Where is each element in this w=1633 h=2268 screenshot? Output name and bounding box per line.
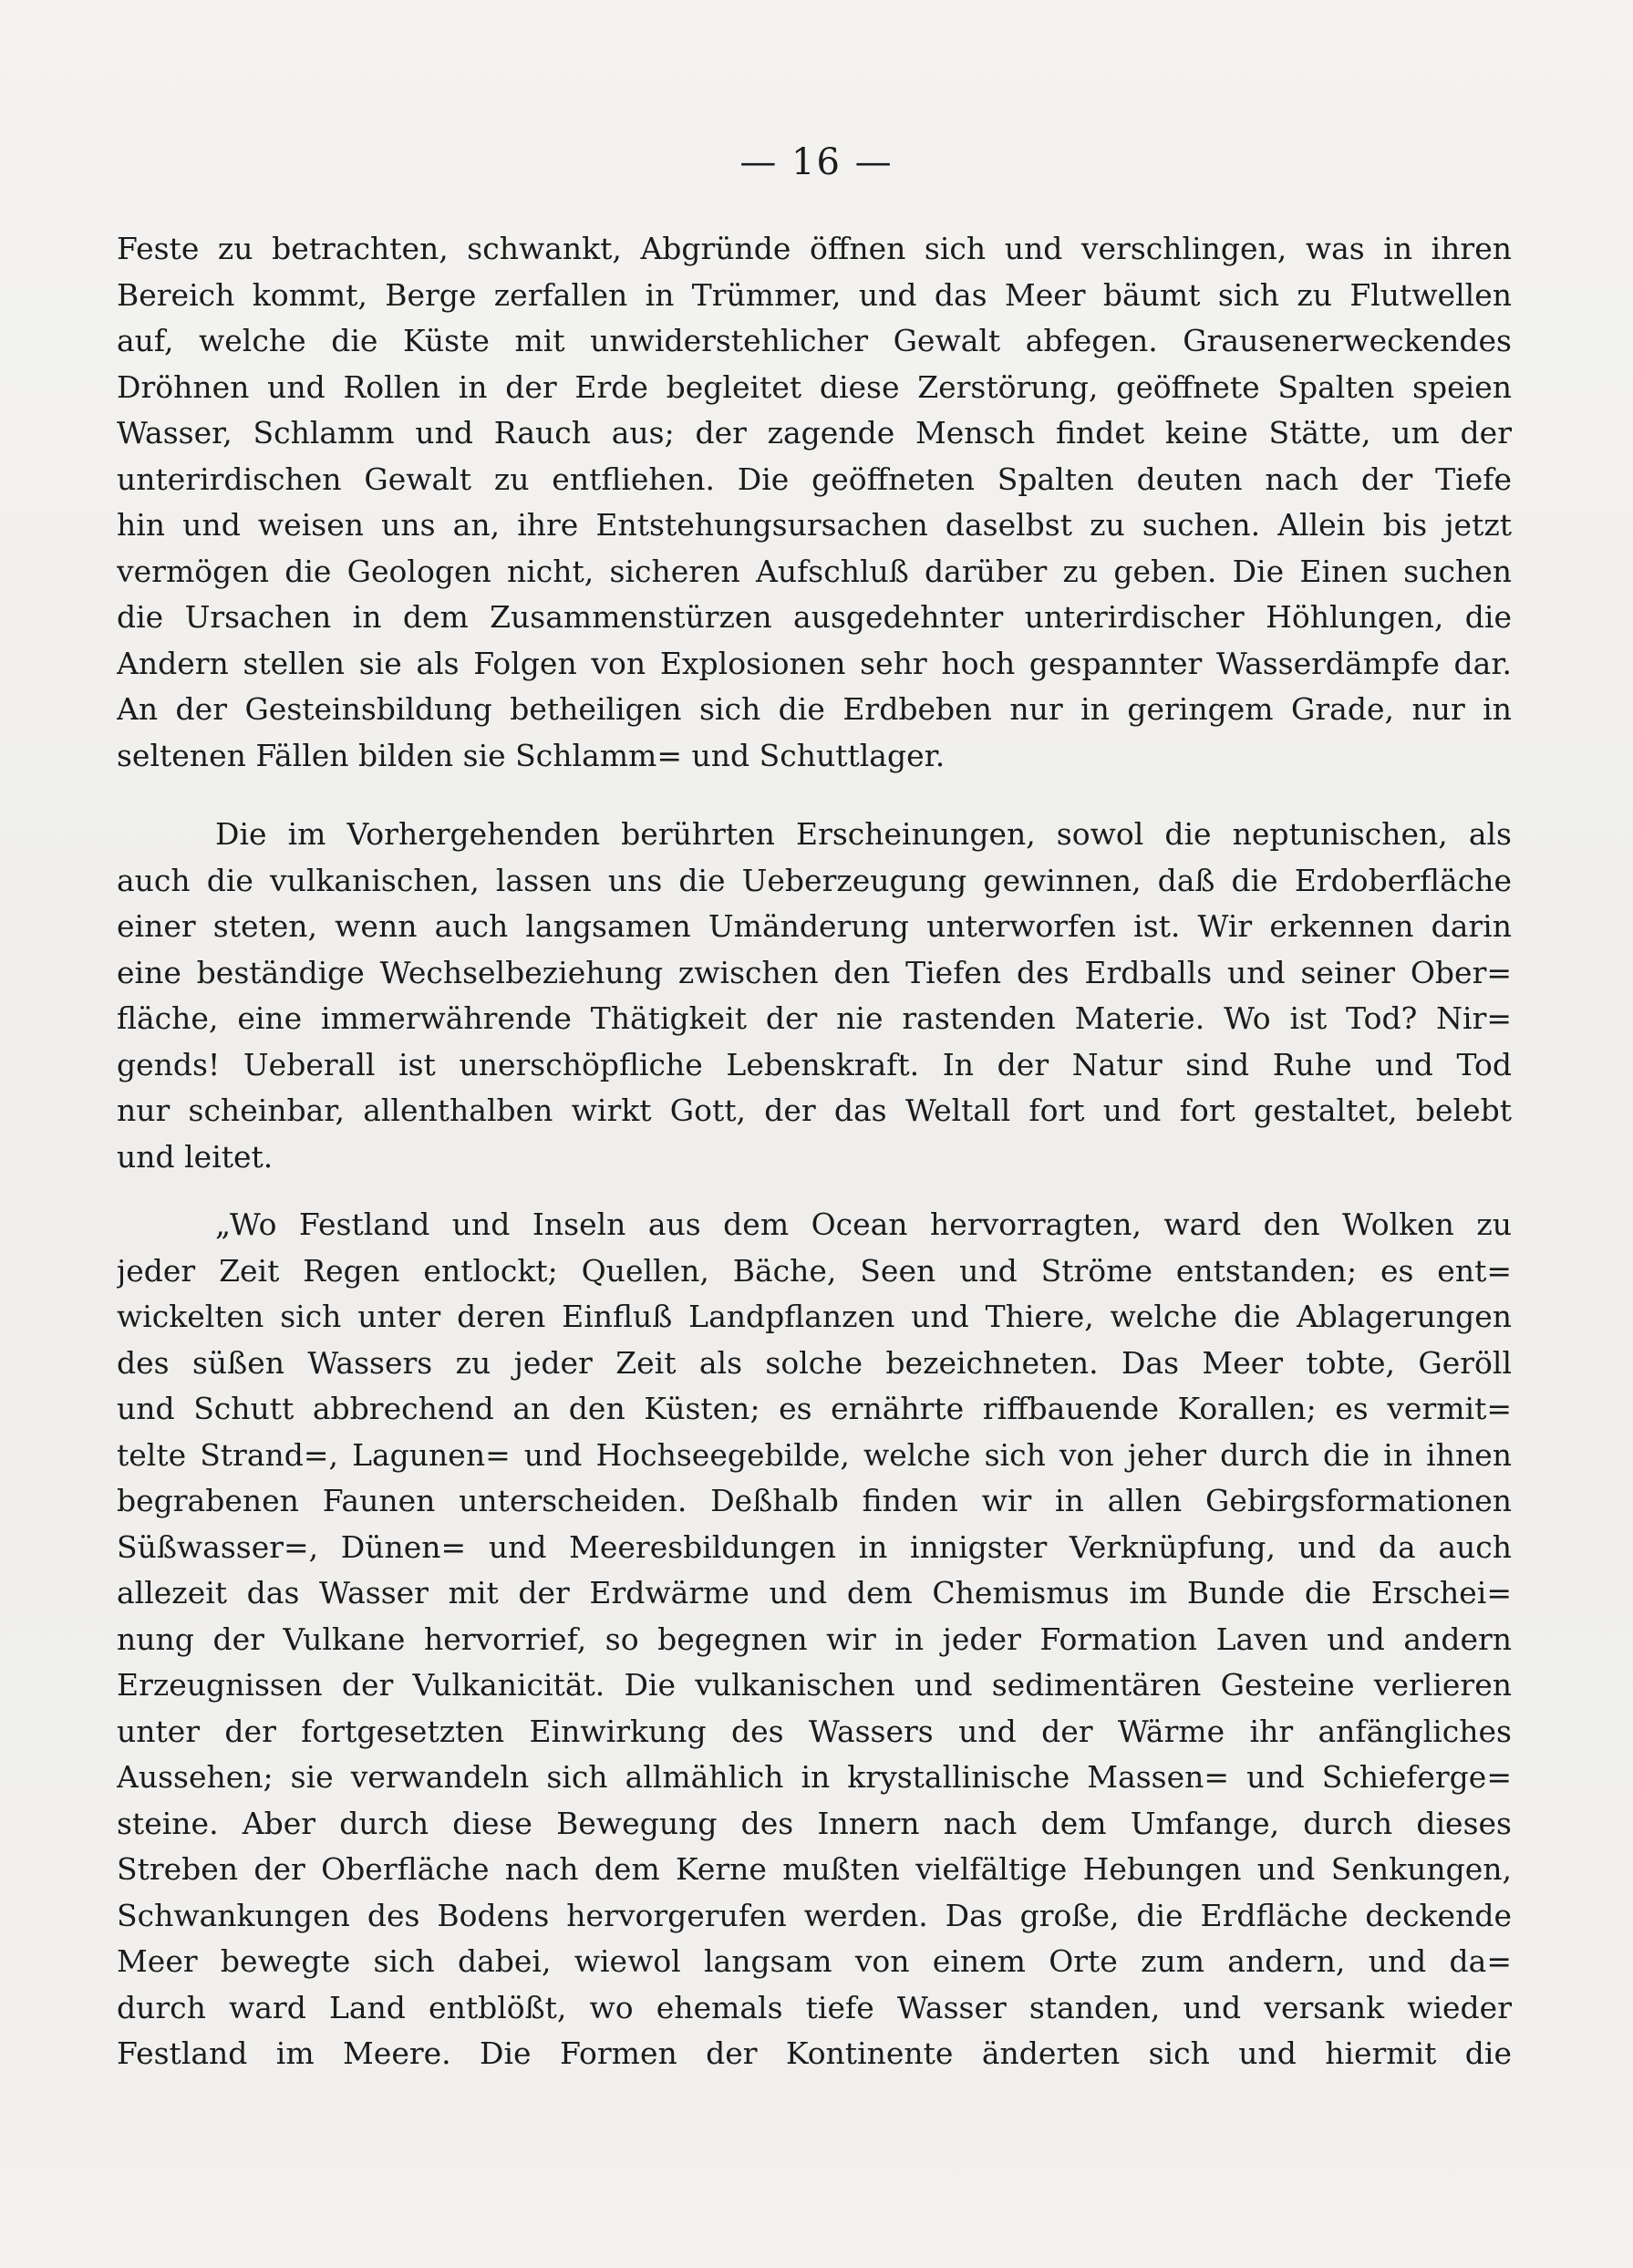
- text-line: seltenen Fällen bilden sie Schlamm= und Schuttlager.: [117, 737, 946, 773]
- text-line: und leitet.: [117, 1138, 274, 1175]
- paragraph-1: [117, 226, 1512, 779]
- text-line: Festland im Meere. Die Formen der Kontinente änderten sich und hiermit die: [117, 2035, 1512, 2071]
- text-line: begrabenen Faunen unterscheiden. Deßhalb finden wir in allen Gebirgsformationen: [117, 1483, 1512, 1518]
- text-line: telte Strand=, Lagunen= und Hochseegebilde, welche sich von jeher durch die in ihnen: [117, 1436, 1512, 1473]
- text-line: gends! Ueberall ist unerschöpfliche Lebenskraft. In der Natur sind Ruhe und Tod: [117, 1046, 1512, 1082]
- text-line: die Ursachen in dem Zusammenstürzen ausgedehnter unterirdischer Höhlungen, die: [117, 599, 1512, 635]
- text-line: und Schutt abbrechend an den Küsten; es ernährte riffbauende Korallen; es vermit=: [117, 1391, 1512, 1426]
- text-line: Andern stellen sie als Folgen von Explosionen sehr hoch gespannter Wasserdämpfe dar.: [117, 645, 1512, 681]
- text-line: hin und weisen uns an, ihre Entstehungsursachen daselbst zu suchen. Allein bis jetzt: [117, 507, 1512, 543]
- text-line: auf, welche die Küste mit unwiderstehlicher Gewalt abfegen. Grausenerweckendes: [117, 323, 1512, 358]
- text-line: Bereich kommt, Berge zerfallen in Trümmer, und das Meer bäumt sich zu Flutwellen: [117, 276, 1512, 313]
- text-line: „Wo Festland und Inseln aus dem Ocean hervorragten, ward den Wolken zu: [215, 1206, 1512, 1242]
- text-line: Wasser, Schlamm und Rauch aus; der zagende Mensch findet keine Stätte, um der: [117, 415, 1512, 450]
- text-line: auch die vulkanischen, lassen uns die Ueberzeugung gewinnen, daß die Erdoberfläche: [117, 862, 1512, 898]
- text-line: fläche, eine immerwährende Thätigkeit der nie rastenden Materie. Wo ist Tod? Nir=: [117, 1000, 1512, 1036]
- text-line: Erzeugnissen der Vulkanicität. Die vulkanischen und sedimentären Gesteine verlieren: [117, 1667, 1512, 1703]
- text-line: wickelten sich unter deren Einfluß Landpflanzen und Thiere, welche die Ablagerungen: [117, 1299, 1512, 1334]
- text-line: Die im Vorhergehenden berührten Erscheinungen, sowol die neptunischen, als: [215, 816, 1512, 852]
- text-line: allezeit das Wasser mit der Erdwärme und dem Chemismus im Bunde die Erschei=: [117, 1575, 1512, 1610]
- text-line: unterirdischen Gewalt zu entfliehen. Die geöffneten Spalten deuten nach der Tiefe: [117, 461, 1512, 497]
- text-line: Süßwasser=, Dünen= und Meeresbildungen in innigster Verknüpfung, und da auch: [117, 1528, 1512, 1565]
- text-line: des süßen Wassers zu jeder Zeit als solche bezeichneten. Das Meer tobte, Geröll: [117, 1344, 1512, 1381]
- text-line: steine. Aber durch diese Bewegung des Innern nach dem Umfange, durch dieses: [117, 1805, 1512, 1841]
- paragraph-3: [117, 1202, 1512, 2077]
- text-line: Dröhnen und Rollen in der Erde begleitet diese Zerstörung, geöffnete Spalten speien: [117, 368, 1512, 405]
- text-line: jeder Zeit Regen entlockt; Quellen, Bäche, Seen und Ströme entstanden; es ent=: [117, 1252, 1512, 1289]
- text-line: Schwankungen des Bodens hervorgerufen werden. Das große, die Erdfläche deckende: [117, 1897, 1512, 1933]
- text-line: An der Gesteinsbildung betheiligen sich die Erdbeben nur in geringem Grade, nur in: [117, 691, 1512, 727]
- text-line: einer steten, wenn auch langsamen Umänderung unterworfen ist. Wir erkennen darin: [117, 908, 1512, 944]
- text-line: durch ward Land entblößt, wo ehemals tiefe Wasser standen, und versank wieder: [117, 1989, 1512, 2025]
- text-line: Meer bewegte sich dabei, wiewol langsam von einem Orte zum andern, und da=: [117, 1943, 1512, 1979]
- text-line: eine beständige Wechselbeziehung zwischen den Tiefen des Erdballs und seiner Ober=: [117, 954, 1512, 990]
- text-line: nung der Vulkane hervorrief, so begegnen wir in jeder Formation Laven und andern: [117, 1621, 1512, 1657]
- page-number: — 16 —: [739, 141, 894, 183]
- text-line: Aussehen; sie verwandeln sich allmählich in krystallinische Massen= und Schieferge=: [117, 1759, 1512, 1795]
- text-line: nur scheinbar, allenthalben wirkt Gott, der das Weltall fort und fort gestaltet, belebt: [117, 1093, 1512, 1128]
- text-line: unter der fortgesetzten Einwirkung des Wassers und der Wärme ihr anfängliches: [117, 1713, 1512, 1749]
- text-line: vermögen die Geologen nicht, sicheren Aufschluß darüber zu geben. Die Einen suchen: [117, 553, 1512, 589]
- text-line: Feste zu betrachten, schwankt, Abgründe öffnen sich und verschlingen, was in ihren: [117, 231, 1512, 266]
- text-line: Streben der Oberfläche nach dem Kerne mußten vielfältige Hebungen und Senkungen,: [117, 1851, 1512, 1887]
- paragraph-2: [117, 812, 1512, 1180]
